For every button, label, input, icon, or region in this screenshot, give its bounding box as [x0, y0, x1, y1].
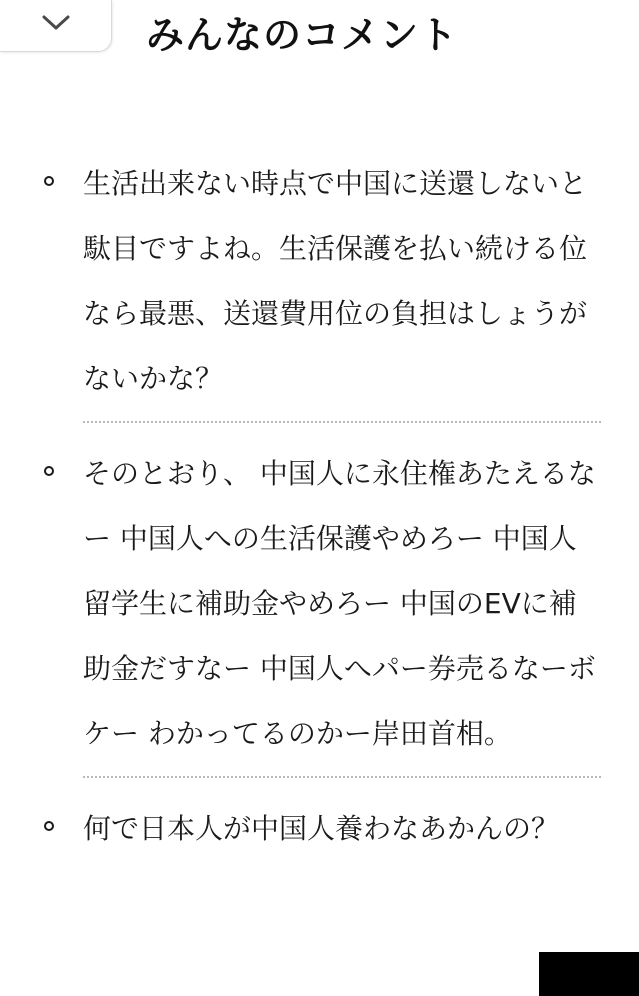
chevron-down-icon [41, 14, 71, 32]
comment-list [0, 148, 639, 886]
bullet-icon [44, 466, 54, 476]
header [0, 0, 639, 70]
overlay-block [539, 952, 639, 996]
comment-text: 何で日本人が中国人養わなあかんの？ [83, 812, 560, 845]
comment-body [83, 438, 601, 778]
bullet-icon [44, 176, 54, 186]
comment-body [83, 793, 601, 871]
comment-body [83, 148, 601, 423]
comment-item [0, 438, 639, 778]
comment-item [0, 148, 639, 423]
comment-text: 生活出来ない時点で中国に送還しないと駄目ですよね。生活保護を払い続ける位なら最悪、送還費用位の負担はしょうがないかな？ [83, 167, 588, 395]
bullet-icon [44, 821, 54, 831]
page-title: みんなのコメント [146, 13, 459, 57]
comment-text: そのとおり、 中国人に永住権あたえるなー 中国人への生活保護やめろー 中国人留学生に補助金やめろー 中国のEVに補助金だすなー 中国人へパー券売るなーボケー わかってるのかー岸田首相。 [83, 457, 596, 750]
comment-item [0, 793, 639, 871]
collapse-button[interactable] [0, 0, 112, 52]
